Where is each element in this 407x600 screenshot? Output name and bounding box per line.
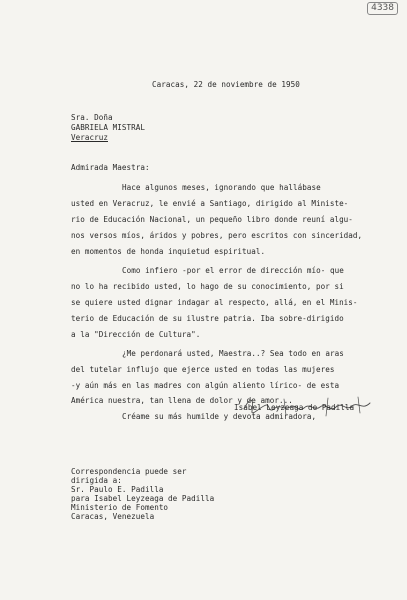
body-line: rio de Educación Nacional, un pequeño libro donde reuní algu-: [71, 215, 353, 224]
recipient-line: Sra. Doña: [71, 113, 113, 122]
recipient-line: GABRIELA MISTRAL: [71, 123, 145, 132]
closing-line: Créame su más humilde y devota admiradora,: [122, 412, 317, 421]
correspondence-line: para Isabel Leyzeaga de Padilla: [71, 494, 215, 503]
body-line: del tutelar influjo que ejerce usted en todas las mujeres: [71, 365, 335, 374]
body-line: Como infiero -por el error de dirección mío- que: [122, 266, 344, 275]
correspondence-line: Correspondencia puede ser: [71, 467, 187, 476]
typed-signature: Isabel Leyzeaga de Padilla: [234, 403, 355, 412]
body-line: Hace algunos meses, ignorando que hallábase: [122, 183, 321, 192]
archive-number: 4338: [367, 2, 398, 15]
body-line: nos versos míos, áridos y pobres, pero escritos con sinceridad,: [71, 231, 363, 240]
recipient-line: Veracruz: [71, 133, 108, 142]
correspondence-line: Sr. Paulo E. Padilla: [71, 485, 164, 494]
correspondence-line: Ministerio de Fomento: [71, 503, 169, 512]
body-line: no lo ha recibido usted, lo hago de su conocimiento, por si: [71, 282, 344, 291]
body-line: terio de Educación de su ilustre patria. Iba sobre-dirigido: [71, 314, 344, 323]
body-line: usted en Veracruz, le envié a Santiago, dirigido al Ministe-: [71, 199, 349, 208]
place-date: Caracas, 22 de noviembre de 1950: [152, 80, 300, 89]
body-line: a la "Dirección de Cultura".: [71, 330, 201, 339]
correspondence-line: dirigida a:: [71, 476, 122, 485]
body-line: ¿Me perdonará usted, Maestra..? Sea todo en aras: [122, 349, 344, 358]
body-line: se quiere usted dignar indagar al respecto, allá, en el Minis-: [71, 298, 358, 307]
body-line: en momentos de honda inquietud espiritual.: [71, 247, 266, 256]
correspondence-line: Caracas, Venezuela: [71, 512, 155, 521]
body-line: América nuestra, tan llena de dolor y de amor...: [71, 396, 293, 405]
salutation: Admirada Maestra:: [71, 163, 150, 172]
body-line: -y aún más en las madres con algún aliento lírico- de esta: [71, 381, 340, 390]
